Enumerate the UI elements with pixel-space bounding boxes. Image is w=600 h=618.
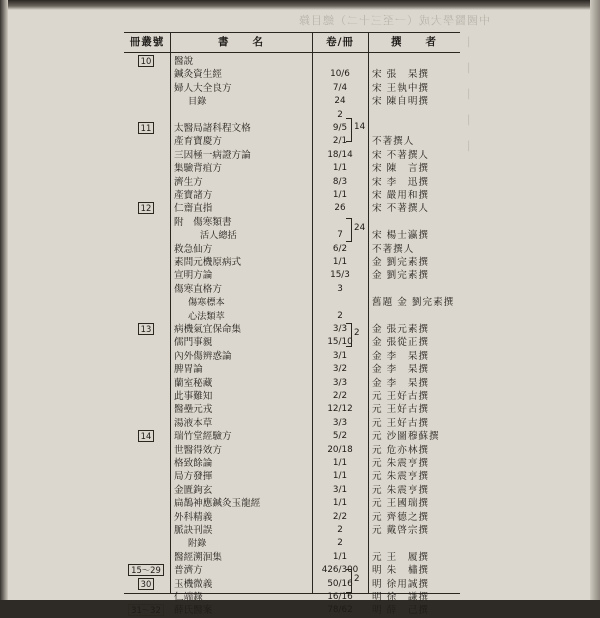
book-title: 救急仙方 bbox=[174, 243, 213, 255]
juan-count: 50/16 bbox=[327, 578, 353, 589]
author: 元 王好古撰 bbox=[372, 404, 430, 416]
top-shadow bbox=[0, 0, 600, 10]
book-title: 蘭室秘藏 bbox=[174, 377, 213, 389]
volume-box: 31～32 bbox=[128, 604, 164, 616]
group-brace bbox=[346, 218, 352, 242]
book-title: 病機氣宜保命集 bbox=[174, 324, 242, 335]
table-row bbox=[124, 603, 460, 618]
juan-count: 3/1 bbox=[332, 350, 348, 361]
author: 明 徐用誠撰 bbox=[372, 578, 430, 590]
book-title: 活人總括 bbox=[200, 230, 237, 242]
book-title: 鍼灸資生經 bbox=[174, 69, 222, 81]
author: 元 危亦林撰 bbox=[372, 444, 430, 456]
book-title: 集驗背疽方 bbox=[174, 163, 222, 175]
book-title: 外科精義 bbox=[174, 511, 213, 523]
author: 元 王好古撰 bbox=[372, 417, 430, 429]
juan-count: 24 bbox=[334, 96, 346, 107]
juan-count: 26 bbox=[334, 203, 346, 214]
juan-count: 12/12 bbox=[327, 404, 353, 415]
group-brace bbox=[346, 118, 352, 142]
book-title: 醫經溯洄集 bbox=[174, 551, 222, 563]
juan-count: 16/16 bbox=[327, 592, 353, 602]
book-title: 心法類萃 bbox=[188, 310, 225, 322]
book-title: 世醫得效方 bbox=[174, 444, 222, 456]
book-title: 脈訣刊誤 bbox=[174, 525, 213, 536]
juan-count: 2 bbox=[337, 310, 343, 321]
author: 元 王好古撰 bbox=[372, 391, 430, 402]
book-title: 傷寒直格方 bbox=[174, 283, 222, 295]
column-header-juan: 卷/冊 bbox=[326, 36, 354, 48]
column-header-title: 書 名 bbox=[218, 36, 264, 48]
juan-count: 2 bbox=[337, 109, 343, 120]
juan-count: 2/2 bbox=[332, 391, 348, 401]
book-title: 內外傷辨惑論 bbox=[174, 350, 232, 362]
author: 元 朱震亨撰 bbox=[372, 484, 430, 496]
author: 宋 張 杲撰 bbox=[372, 69, 430, 81]
juan-count: 78/62 bbox=[327, 605, 353, 616]
author: 宋 不著撰人 bbox=[372, 149, 430, 161]
juan-count: 3/3 bbox=[332, 417, 348, 428]
author: 宋 王執中撰 bbox=[372, 82, 430, 94]
column-header-author: 撰 者 bbox=[391, 36, 437, 48]
author: 宋 不著撰人 bbox=[372, 203, 430, 215]
juan-count: 3/2 bbox=[332, 364, 348, 375]
juan-count: 8/3 bbox=[332, 176, 348, 187]
book-title: 附錄 bbox=[188, 538, 207, 550]
volume-box: 15～29 bbox=[128, 564, 164, 576]
juan-count: 1/1 bbox=[332, 551, 348, 562]
group-brace bbox=[346, 323, 352, 347]
juan-count: 3/3 bbox=[332, 324, 348, 334]
book-title: 宣明方論 bbox=[174, 270, 213, 282]
book-title: 目錄 bbox=[188, 96, 207, 108]
author: 元 戴啓宗撰 bbox=[372, 525, 430, 536]
juan-count: 15/10 bbox=[327, 337, 353, 348]
juan-count: 9/5 bbox=[332, 123, 348, 133]
volume-box: 30 bbox=[138, 578, 155, 590]
book-title: 局方發揮 bbox=[174, 471, 213, 483]
author: 宋 陳 言撰 bbox=[372, 163, 430, 175]
book-title: 薛氏醫案 bbox=[174, 605, 213, 617]
juan-count: 10/6 bbox=[330, 69, 350, 80]
juan-count: 2 bbox=[337, 538, 343, 549]
author: 舊題 金 劉完素撰 bbox=[372, 297, 455, 309]
book-title: 三因極一病證方論 bbox=[174, 149, 251, 161]
author: 不著撰人 bbox=[372, 243, 415, 255]
volume-box: 12 bbox=[138, 202, 155, 214]
right-page-edge bbox=[590, 0, 600, 600]
volume-box: 11 bbox=[138, 122, 155, 134]
juan-count: 18/14 bbox=[327, 149, 353, 160]
juan-count: 3 bbox=[337, 283, 343, 294]
juan-count: 20/18 bbox=[327, 444, 353, 455]
author: 金 劉完素撰 bbox=[372, 270, 430, 282]
juan-count: 1/1 bbox=[332, 163, 348, 174]
juan-count: 1/1 bbox=[332, 190, 348, 200]
brace-label: 2 bbox=[354, 574, 360, 584]
author: 宋 李 迅撰 bbox=[372, 176, 430, 188]
juan-count: 7 bbox=[337, 230, 343, 241]
juan-count: 1/1 bbox=[332, 471, 348, 482]
catalog-table bbox=[124, 32, 460, 617]
author: 金 李 杲撰 bbox=[372, 350, 430, 362]
book-title: 扁鵲神應鍼灸玉龍經 bbox=[174, 498, 261, 510]
author: 元 王國瑞撰 bbox=[372, 498, 430, 510]
brace-label: 2 bbox=[354, 328, 360, 338]
volume-box: 10 bbox=[138, 55, 155, 67]
juan-count: 6/2 bbox=[332, 243, 348, 254]
book-title: 附 傷寒類書 bbox=[174, 216, 232, 228]
book-title: 金匱鉤玄 bbox=[174, 484, 213, 496]
book-title: 傷寒標本 bbox=[188, 297, 225, 309]
author: 宋 嚴用和撰 bbox=[372, 190, 430, 201]
author: 宋 楊士瀛撰 bbox=[372, 230, 430, 242]
author: 金 劉完素撰 bbox=[372, 257, 430, 268]
book-title: 婦人大全良方 bbox=[174, 82, 232, 94]
juan-count: 2/2 bbox=[332, 511, 348, 522]
group-brace bbox=[346, 569, 352, 593]
author: 金 張從正撰 bbox=[372, 337, 430, 349]
juan-count: 1/1 bbox=[332, 498, 348, 509]
juan-count: 2 bbox=[337, 525, 343, 535]
juan-count: 7/4 bbox=[332, 82, 348, 93]
volume-number bbox=[126, 603, 166, 618]
author: 元 朱震亨撰 bbox=[372, 458, 430, 469]
juan-count: 1/1 bbox=[332, 257, 348, 267]
volume-box: 14 bbox=[138, 430, 155, 442]
book-title: 仁端錄 bbox=[174, 592, 203, 603]
book-title: 此事難知 bbox=[174, 391, 213, 402]
author: 宋 陳自明撰 bbox=[372, 96, 430, 108]
volume-box: 13 bbox=[138, 323, 155, 335]
juan-count: 426/300 bbox=[321, 565, 359, 576]
book-title: 仁齋直指 bbox=[174, 203, 213, 215]
table-top-rule bbox=[124, 32, 460, 33]
running-header: 中國醫學大成（一至三十二）總目錄 bbox=[298, 14, 490, 27]
book-title: 產寶諸方 bbox=[174, 190, 213, 201]
author: 明 薛 己撰 bbox=[372, 605, 430, 617]
book-title: 素問元機原病式 bbox=[174, 257, 242, 268]
book-title: 產育寶慶方 bbox=[174, 136, 222, 148]
juan-count: 5/2 bbox=[332, 431, 348, 442]
juan-count: 3/1 bbox=[332, 484, 348, 495]
brace-label: 14 bbox=[354, 122, 366, 132]
book-title: 醫壘元戎 bbox=[174, 404, 213, 416]
juan-count: 3/3 bbox=[332, 377, 348, 388]
book-title: 瑞竹堂經驗方 bbox=[174, 431, 232, 443]
book-title: 脾胃論 bbox=[174, 364, 203, 376]
brace-label: 24 bbox=[354, 223, 366, 233]
author: 金 李 杲撰 bbox=[372, 377, 430, 389]
book-title: 玉機微義 bbox=[174, 578, 213, 590]
book-title: 醫說 bbox=[174, 56, 194, 67]
table-header-rule bbox=[124, 52, 460, 53]
author: 不著撰人 bbox=[372, 136, 415, 148]
juan-count: 2/1 bbox=[332, 136, 348, 147]
book-title: 普濟方 bbox=[174, 565, 203, 577]
bleed-through-text: │ │ │ │ │ bbox=[466, 38, 472, 152]
column-header-vol: 冊叢號 bbox=[129, 36, 165, 48]
left-page-edge bbox=[0, 0, 8, 600]
juan-count: 1/1 bbox=[332, 458, 348, 468]
book-title: 湯液本草 bbox=[174, 417, 213, 429]
book-title: 太醫局諸科程文格 bbox=[174, 123, 251, 134]
author: 金 李 杲撰 bbox=[372, 364, 430, 376]
book-title: 儒門事親 bbox=[174, 337, 213, 349]
juan-count: 15/3 bbox=[330, 270, 350, 281]
author: 金 張元素撰 bbox=[372, 324, 430, 335]
author: 元 沙圖穆蘇撰 bbox=[372, 431, 440, 443]
author: 明 朱 橚撰 bbox=[372, 565, 430, 577]
author: 明 徐 謙撰 bbox=[372, 592, 430, 603]
author: 元 齊德之撰 bbox=[372, 511, 430, 523]
author: 元 王 履撰 bbox=[372, 551, 430, 563]
author: 元 朱震亨撰 bbox=[372, 471, 430, 483]
book-title: 格致餘論 bbox=[174, 458, 213, 469]
book-title: 濟生方 bbox=[174, 176, 203, 188]
